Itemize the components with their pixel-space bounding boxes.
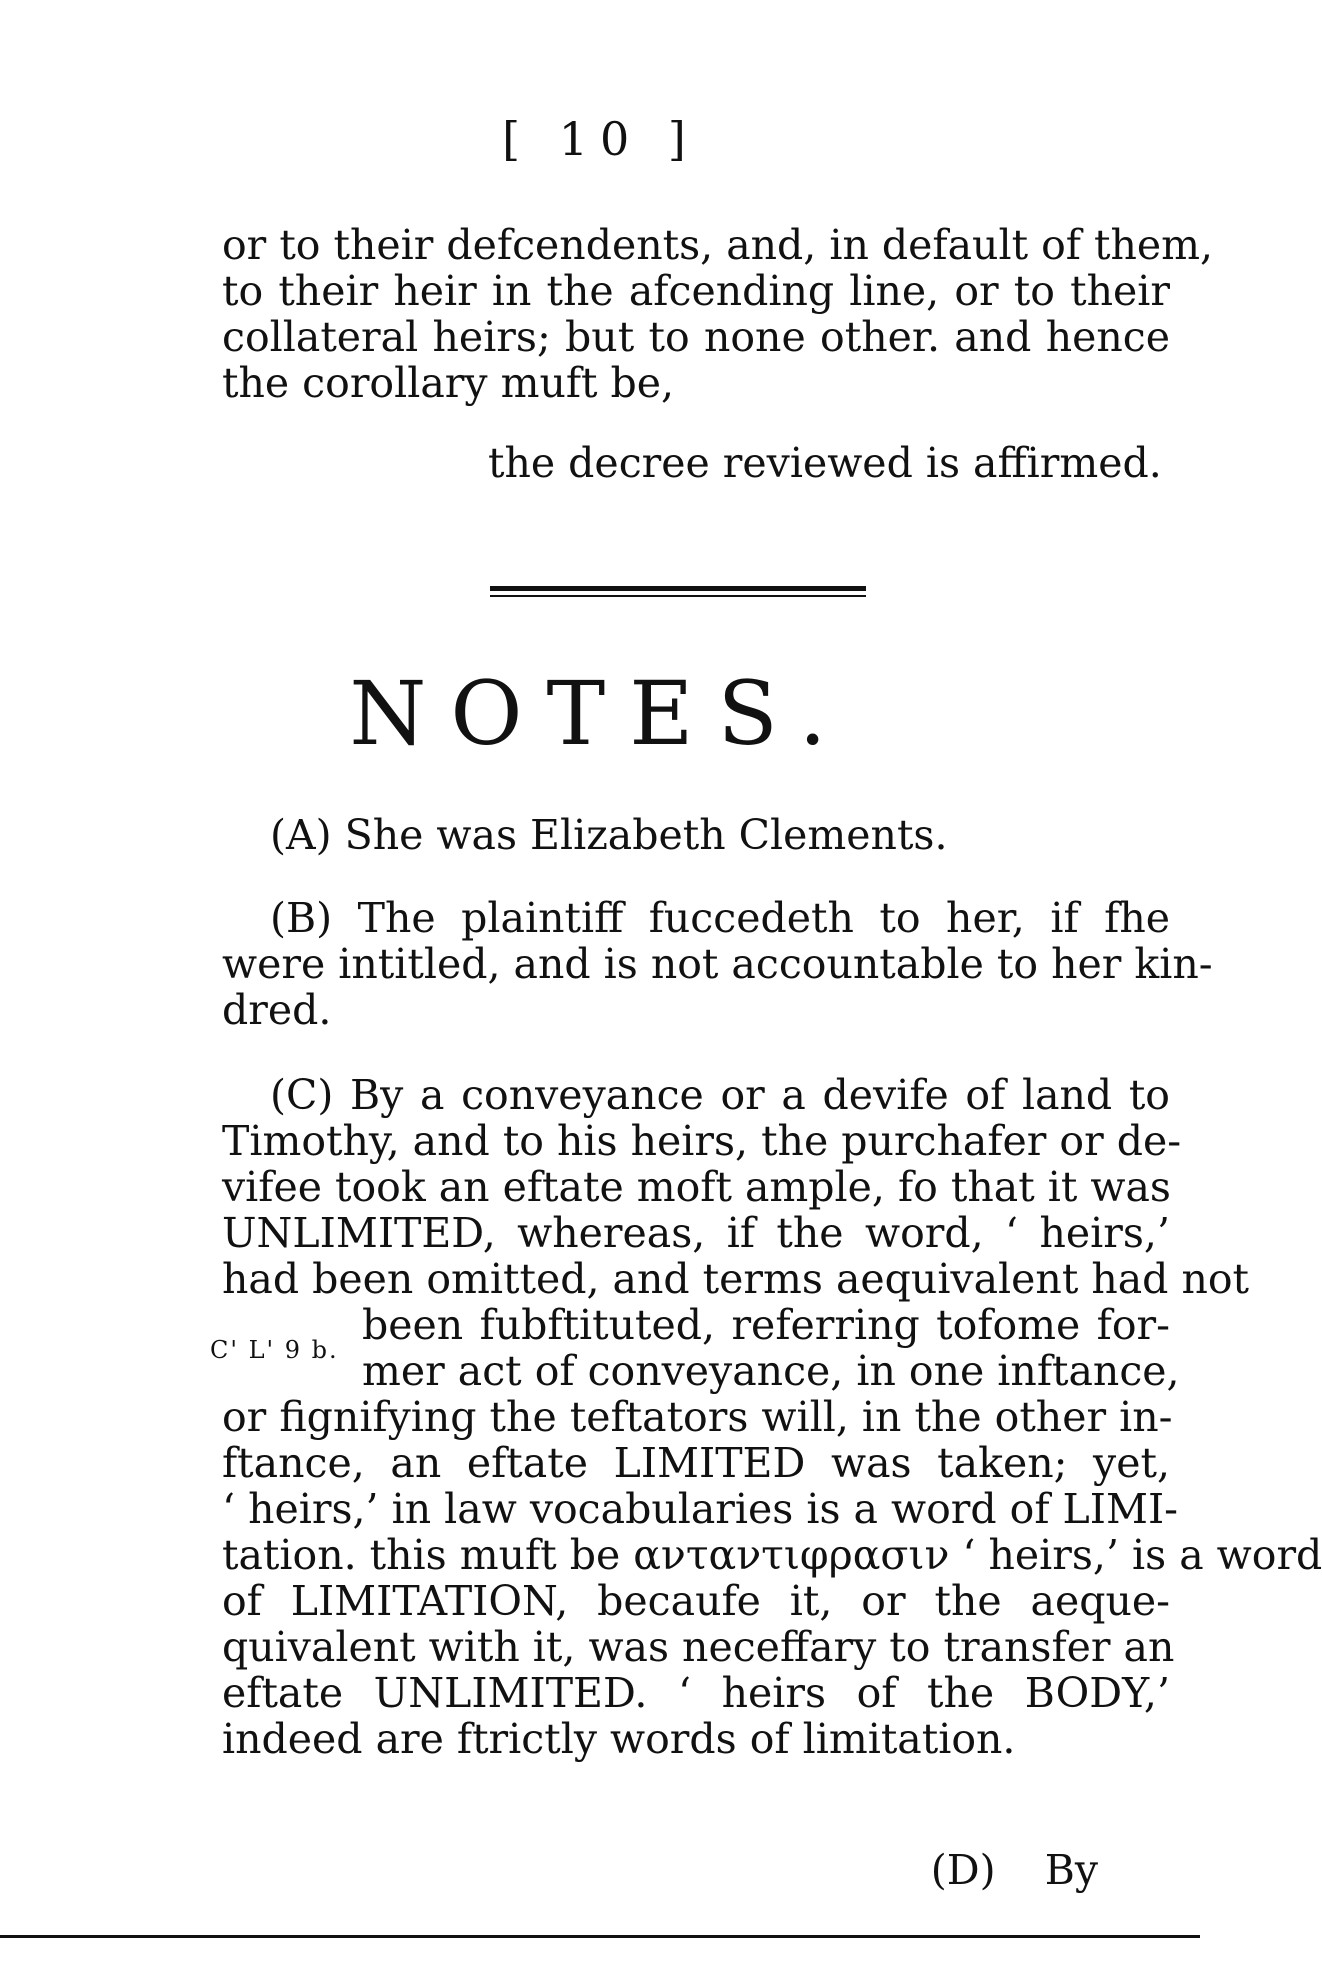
- text-line: ftance, an eftate LIMITED was taken; yet,: [222, 1439, 1170, 1487]
- text-line: indeed are ftrictly words of limitation.: [222, 1715, 1016, 1763]
- text-line: were intitled, and is not accountable to her kin-: [222, 940, 1213, 988]
- margin-citation: C' L' 9 b.: [210, 1336, 339, 1364]
- page-number: [ 10 ]: [502, 112, 698, 166]
- text-line: Timothy, and to his heirs, the purchafer or de-: [222, 1117, 1182, 1165]
- catchword: By: [1044, 1846, 1098, 1894]
- text-line: collateral heirs; but to none other. and hence: [222, 313, 1170, 361]
- note-c: [222, 1071, 1322, 1763]
- note-b: [222, 894, 1213, 1034]
- section-divider: [490, 586, 866, 597]
- text-line: quivalent with it, was neceffary to transfer an: [222, 1623, 1175, 1671]
- divider-thick-rule: [490, 586, 866, 591]
- text-line: eftate UNLIMITED. ‘ heirs of the BODY,’: [222, 1669, 1170, 1717]
- text-line: been fubftituted, referring tofome for-: [362, 1301, 1170, 1349]
- text-line: (C) By a conveyance or a devife of land to: [270, 1071, 1170, 1119]
- text-line: (B) The plaintiff fuccedeth to her, if fhe: [270, 894, 1170, 942]
- catchword-line: [0, 1846, 1098, 1894]
- divider-thin-rule: [490, 595, 866, 597]
- text-line: or to their defcendents, and, in default of them,: [222, 221, 1214, 269]
- notes-heading: NOTES.: [349, 662, 851, 765]
- text-line: UNLIMITED, whereas, if the word, ‘ heirs,’: [222, 1209, 1170, 1257]
- text-line: vifee took an eftate moft ample, fo that it was: [222, 1163, 1171, 1211]
- text-line: of LIMITATION, becaufe it, or the aeque-: [222, 1577, 1170, 1625]
- text-line: ‘ heirs,’ in law vocabularies is a word of LIMI-: [222, 1485, 1178, 1533]
- text-line: or fignifying the teftators will, in the other in-: [222, 1393, 1173, 1441]
- text-line: to their heir in the afcending line, or to their: [222, 267, 1170, 315]
- text-line: mer act of conveyance, in one inftance,: [362, 1347, 1180, 1395]
- catchword-signature: (D): [930, 1846, 996, 1894]
- continuation-paragraph: [222, 221, 1214, 407]
- text-line: had been omitted, and terms aequivalent had not: [222, 1255, 1250, 1303]
- text-line: dred.: [222, 986, 332, 1034]
- decree-conclusion: the decree reviewed is affirmed.: [488, 439, 1162, 487]
- text-line: tation. this muft be ανταντιφρασιν ‘ heirs,’ is a word: [222, 1531, 1322, 1579]
- page-bottom-rule: [0, 1935, 1200, 1938]
- text-line: the corollary muft be,: [222, 359, 675, 407]
- note-a: (A) She was Elizabeth Clements.: [270, 811, 948, 859]
